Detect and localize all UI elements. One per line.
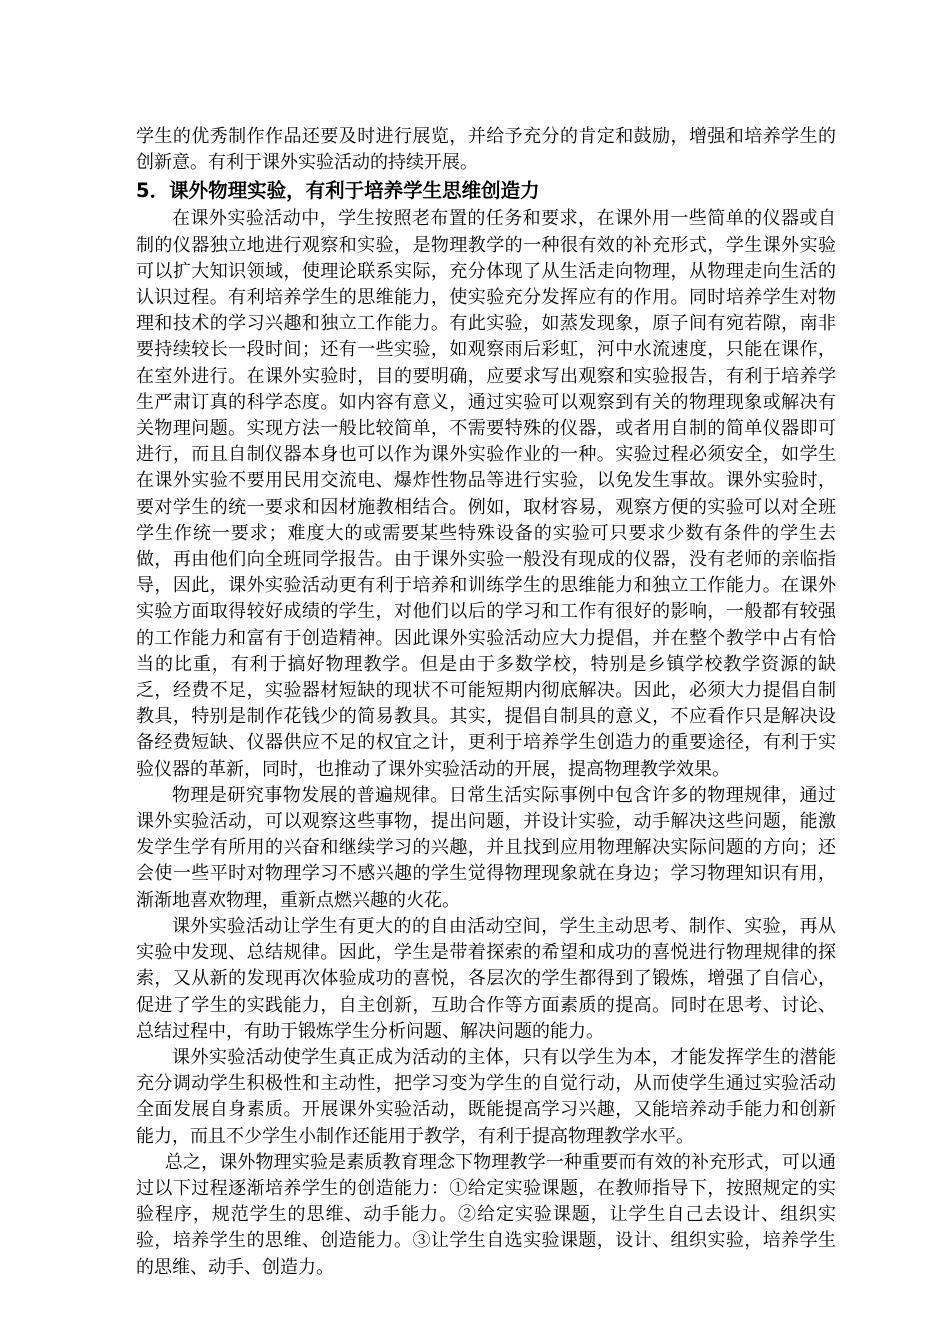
paragraph-free-activity-space: 课外实验活动让学生有更大的的自由活动空间，学生主动思考、制作、实验，再从实验中发现、总结规律。因此，学生是带着探索的希望和成功的喜悦进行物理规律的探索，又从新的发现再次体验成功的喜悦，各层次的学生都得到了锻炼，增强了自信心，促进了学生的实践能力，自主创新，互助合作等方面素质的提高。同时在思考、讨论、总结过程中，有助于锻炼学生分析问题、解决问题的能力。 <box>136 915 836 1042</box>
section-heading: 5．课外物理实验，有利于培养学生思维创造力 <box>136 179 540 203</box>
paragraph-intro-continuation: 学生的优秀制作作品还要及时进行展览，并给予充分的肯定和鼓励，增强和培养学生的创新意。有利于课外实验活动的持续开展。 <box>136 126 836 174</box>
paragraph-summary: 总之，课外物理实验是素质教育理念下物理教学一种重要而有效的补充形式，可以通过以下过程逐渐培养学生的创造能力：①给定实验课题，在教师指导下，按照规定的实验程序，规范学生的思维、动手能力。②给定实验课题，让学生自己去设计、组织实验，培养学生的思维、创造能力。③让学生自选实验课题，设计、组织实验，培养学生的思维、动手、创造力。 <box>136 1151 836 1278</box>
document-page <box>136 124 836 1281</box>
paragraph-physics-rules: 物理是研究事物发展的普遍规律。日常生活实际事例中包含许多的物理规律，通过课外实验活动，可以观察这些事物，提出问题，并设计实验，动手解决这些问题，能激发学生学有所用的兴奋和继续学习的兴趣，并且找到应用物理解决实际问题的方向；还会使一些平时对物理学习不感兴趣的学生觉得物理现象就在身边；学习物理知识有用，渐渐地喜欢物理，重新点燃兴趣的火花。 <box>136 784 836 911</box>
paragraph-experiment-activities: 在课外实验活动中，学生按照老布置的任务和要求，在课外用一些简单的仪器或自制的仪器独立地进行观察和实验，是物理教学的一种很有效的补充形式，学生课外实验可以扩大知识领域，使理论联系实际，充分体现了从生活走向物理，从物理走向生活的认识过程。有利培养学生的思维能力，使实验充分发挥应有的作用。同时培养学生对物理和技术的学习兴趣和独立工作能力。有此实验，如蒸发现象，原子间有宛若隙，南非要持续较长一段时间；还有一些实验，如观察雨后彩虹，河中水流速度，只能在课作，在室外进行。在课外实验时，目的要明确，应要求写出观察和实验报告，有利于培养学生严肃订真的科学态度。如内容有意义，通过实验可以观察到有关的物理现象或解决有关物理问题。实现方法一般比较简单，不需要特殊的仪器，或者用自制的简单仪器即可进行，而且自制仪器本身也可以作为课外实验作业的一种。实验过程必须安全，如学生在课外实验不要用民用交流电、爆炸性物品等进行实验，以免发生事故。课外实验时，要对学生的统一要求和因材施教相结合。例如，取材容易，观察方便的实验可以对全班学生作统一要求；难度大的或需要某些特殊设备的实验可只要求少数有条件的学生去做，再由他们向全班同学报告。由于课外实验一般没有现成的仪器，没有老师的亲临指导，因此，课外实验活动更有利于培养和训练学生的思维能力和独立工作能力。在课外实验方面取得较好成绩的学生，对他们以后的学习和工作有很好的影响，一般都有较强的工作能力和富有于创造精神。因此课外实验活动应大力提倡，并在整个教学中占有恰当的比重，有利于搞好物理教学。但是由于多数学校，特别是乡镇学校教学资源的缺乏，经费不足，实验器材短缺的现状不可能短期内彻底解决。因此，必须大力提倡自制教具，特别是制作花钱少的简易教具。其实，提倡自制具的意义，不应看作只是解决设备经费短缺、仪器供应不足的权宜之计，更利于培养学生创造力的重要途径，有利于实验仪器的革新，同时，也推动了课外实验活动的开展，提高物理教学效果。 <box>136 208 836 780</box>
paragraph-student-subject: 课外实验活动使学生真正成为活动的主体，只有以学生为本，才能发挥学生的潜能充分调动学生积极性和主动性，把学习变为学生的自觉行动，从而使学生通过实验活动全面发展自身素质。开展课外实验活动，既能提高学习兴趣，又能培养动手能力和创新能力，而且不少学生小制作还能用于教学，有利于提高物理教学水平。 <box>136 1046 836 1147</box>
